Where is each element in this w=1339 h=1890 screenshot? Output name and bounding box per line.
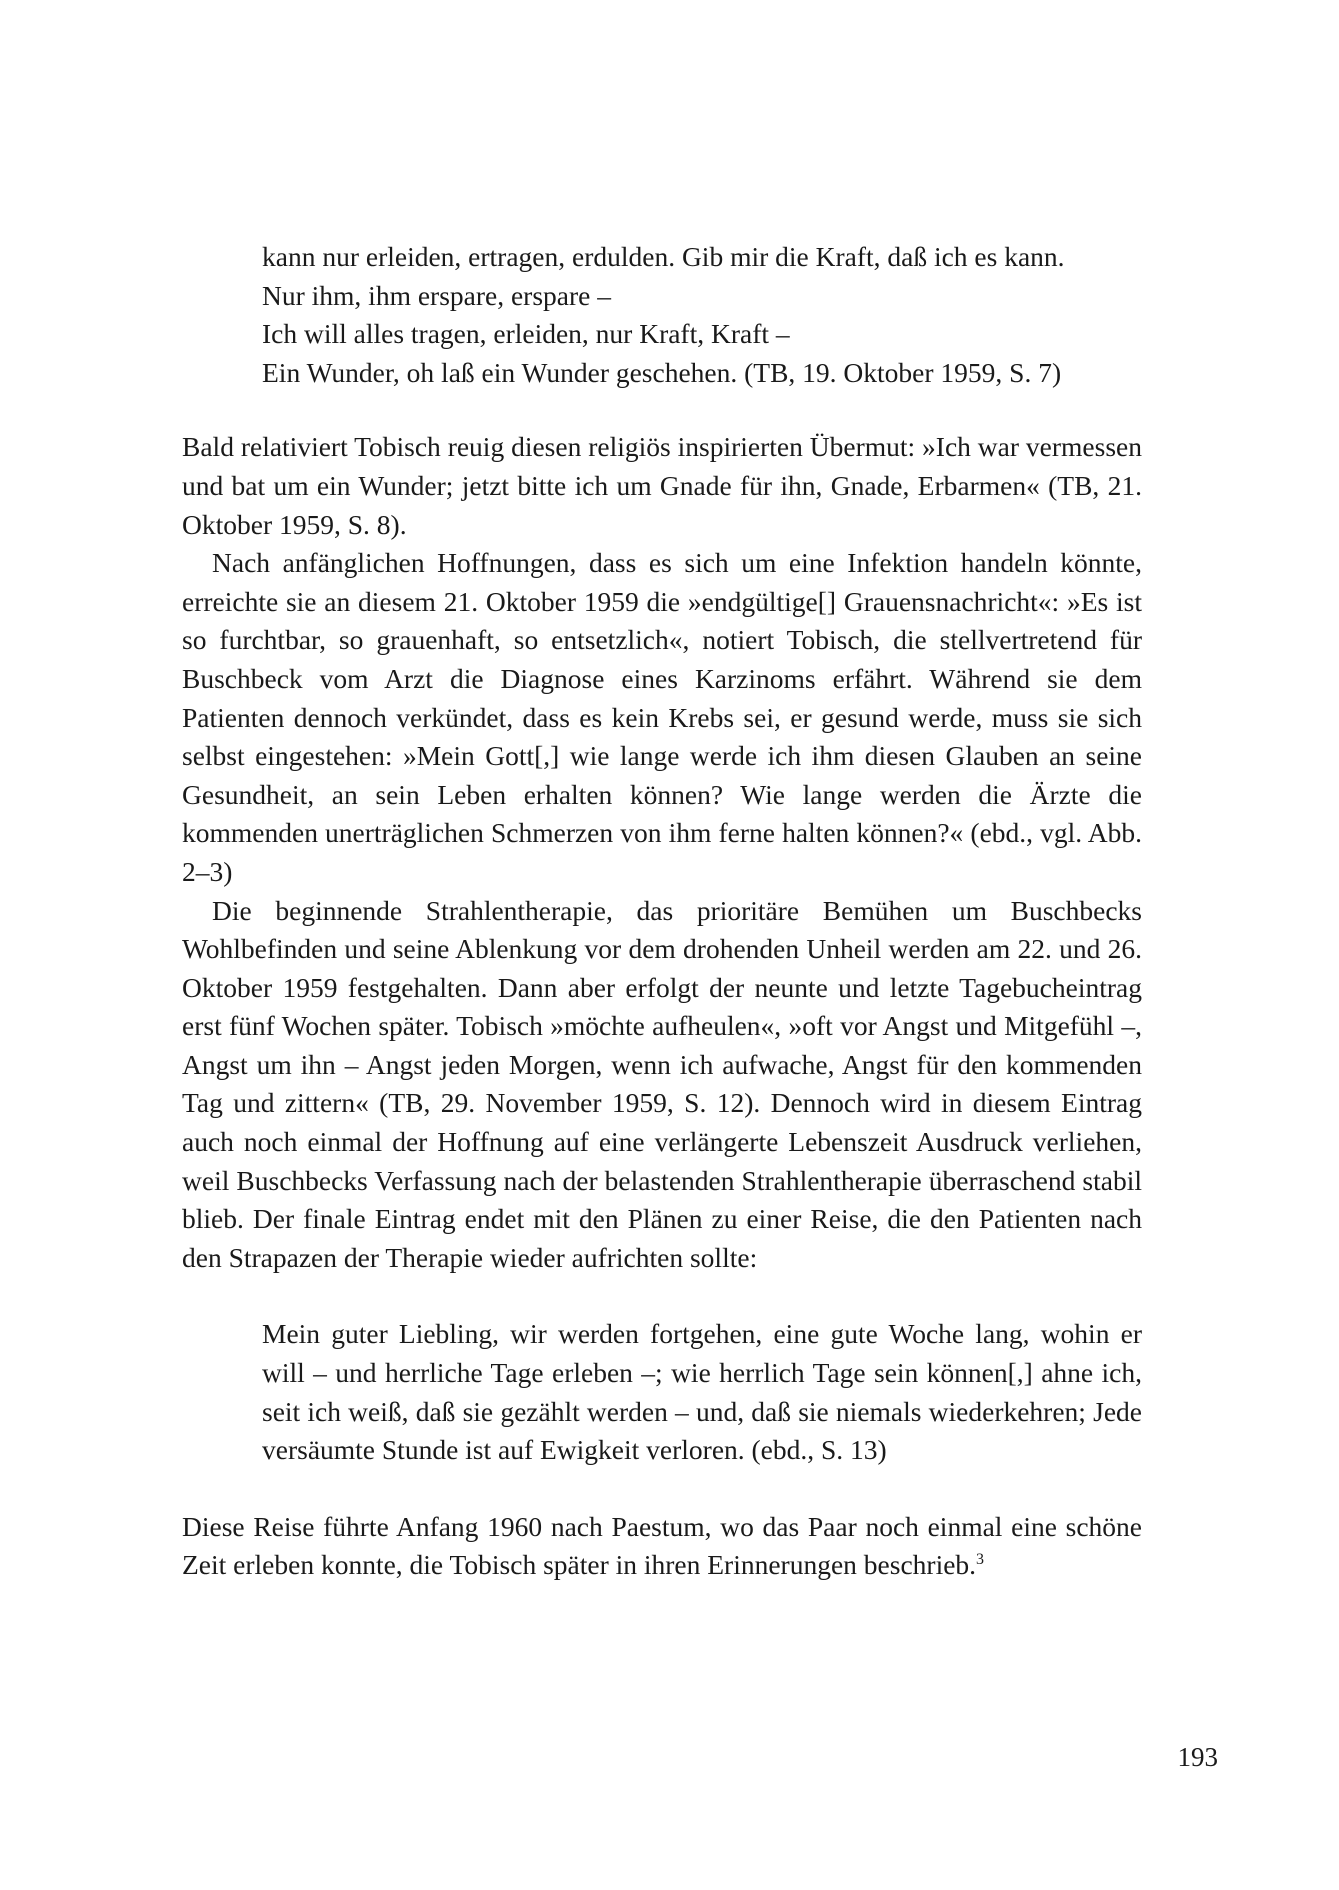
verse-line: Nur ihm, ihm erspare, erspare –	[262, 279, 611, 311]
verse-line: Ein Wunder, oh laß ein Wunder geschehen. (TB, 19. Oktober 1959, S. 7)	[262, 356, 1062, 388]
body-paragraph: Bald relativiert Tobisch reuig diesen religiös inspirierten Übermut: »Ich war vermessen und bat um ein Wunder; jetzt bitte ich um Gnade für ihn, Gnade, Erbarmen« (TB, 21. Oktober 1959, S. 8).	[182, 431, 1142, 540]
final-paragraph-text: Diese Reise führte Anfang 1960 nach Paestum, wo das Paar noch einmal eine schöne Zeit erleben konnte, die Tobisch später in ihren Erinnerungen beschrieb.	[182, 1510, 1142, 1581]
main-text-column	[182, 238, 1142, 1585]
body-paragraph: Nach anfänglichen Hoffnungen, dass es sich um eine Infektion handeln könnte, erreichte sie an diesem 21. Oktober 1959 die »endgültige[] Grauensnachricht«: »Es ist so furchtbar, so grauenhaft, so entsetzlich«, notiert Tobisch, die stellvertretend für Buschbeck vom Arzt die Diagnose eines Karzinoms erfährt. Während sie dem Patienten dennoch verkündet, dass es kein Krebs sei, er gesund werde, muss sie sich selbst eingestehen: »Mein Gott[,] wie lange werde ich ihm diesen Glauben an seine Gesundheit, an sein Leben erhalten können? Wie lange werden die Ärzte die kommenden unerträglichen Schmerzen von ihm ferne halten können?« (ebd., vgl. Abb. 2–3)	[182, 547, 1142, 887]
body-paragraph: Die beginnende Strahlentherapie, das prioritäre Bemühen um Buschbecks Wohlbefinden und seine Ablenkung vor dem drohenden Unheil werden am 22. und 26. Oktober 1959 festgehalten. Dann aber erfolgt der neunte und letzte Tagebucheintrag erst fünf Wochen später. Tobisch »möchte aufheulen«, »oft vor Angst und Mitgefühl –, Angst um ihn – Angst jeden Morgen, wenn ich aufwache, Angst für den kommenden Tag und zittern« (TB, 29. November 1959, S. 12). Dennoch wird in diesem Eintrag auch noch einmal der Hoffnung auf eine verlängerte Lebenszeit Ausdruck verliehen, weil Buschbecks Verfassung nach der belastenden Strahlentherapie überraschend stabil blieb. Der finale Eintrag endet mit den Plänen zu einer Reise, die den Patienten nach den Strapazen der Therapie wieder aufrichten sollte:	[182, 894, 1142, 1273]
page-number: 193	[1177, 1742, 1218, 1772]
footnote-reference[interactable]: 3	[976, 1551, 985, 1569]
final-paragraph	[182, 1508, 1142, 1585]
verse-line: Ich will alles tragen, erleiden, nur Kraft, Kraft –	[262, 318, 790, 350]
block-quote: Mein guter Liebling, wir werden fortgehen, eine gute Woche lang, wohin er will – und herrliche Tage erleben –; wie herrlich Tage sein können[,] ahne ich, seit ich weiß, daß sie gezählt werden – und, daß sie niemals wiederkehren; Jede versäumte Stunde ist auf Ewigkeit verloren. (ebd., S. 13)	[262, 1318, 1142, 1466]
verse-line: kann nur erleiden, ertragen, erdulden. Gib mir die Kraft, daß ich es kann.	[262, 241, 1065, 272]
verse-quote	[262, 238, 1142, 392]
